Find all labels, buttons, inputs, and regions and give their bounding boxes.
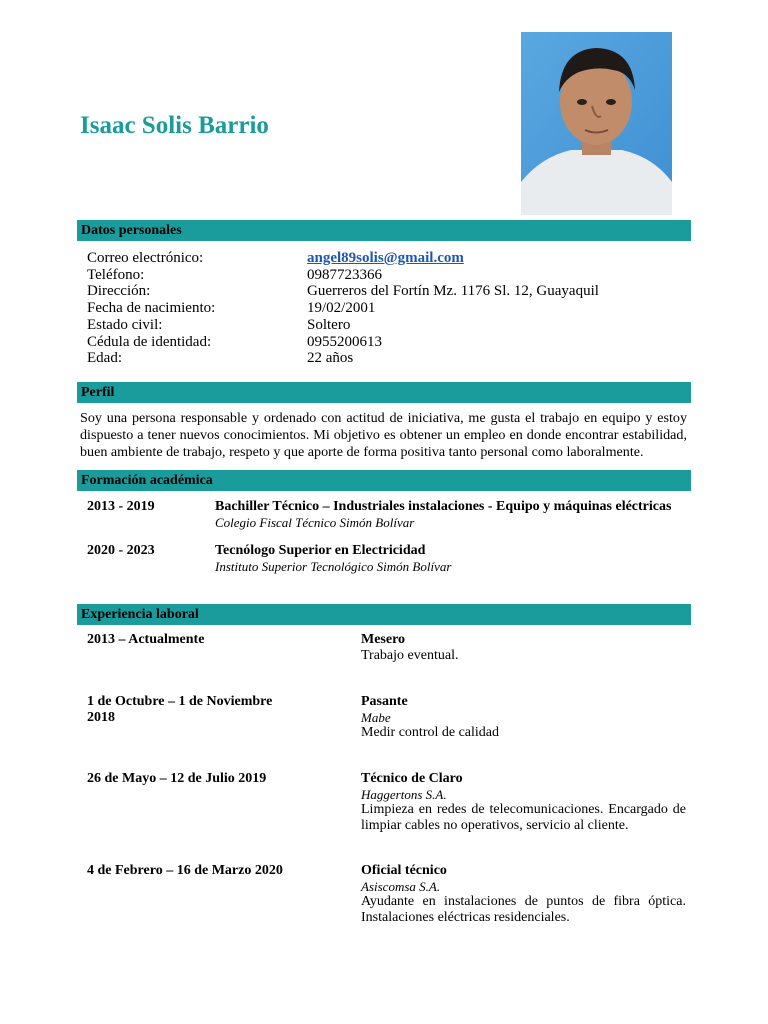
experience-role: Pasante (361, 694, 408, 709)
experience-dates: 26 de Mayo – 12 de Julio 2019 (87, 771, 267, 786)
experience-role: Mesero (361, 632, 406, 647)
personal-label: Teléfono: (87, 266, 145, 283)
experience-description: Trabajo eventual. (361, 647, 459, 663)
personal-value: 0955200613 (307, 333, 382, 350)
experience-role: Oficial técnico (361, 863, 447, 878)
experience-description: Limpieza en redes de telecomunicaciones. Encargado de limpiar cables no operativos, servicio al cliente. (361, 802, 686, 833)
profile-photo (521, 32, 672, 215)
section-header-personal: Datos personales (77, 220, 691, 241)
section-header-education: Formación académica (77, 470, 691, 491)
personal-value: 19/02/2001 (307, 300, 376, 317)
experience-company: Asiscomsa S.A. (361, 878, 441, 894)
personal-label: Cédula de identidad: (87, 333, 212, 350)
experience-dates: 2013 – Actualmente (87, 632, 205, 647)
personal-value: 22 años (307, 350, 354, 367)
personal-label: Correo electrónico: (87, 250, 204, 266)
personal-label: Estado civil: (87, 316, 163, 333)
experience-company: Mabe (361, 709, 391, 725)
education-years: 2020 - 2023 (87, 543, 155, 558)
education-years: 2013 - 2019 (87, 499, 155, 514)
section-header-profile: Perfil (77, 382, 691, 403)
experience-dates: 1 de Octubre – 1 de Noviembre 2018 (87, 694, 273, 725)
experience-company: Haggertons S.A. (361, 786, 447, 802)
email-link[interactable]: angel89solis@gmail.com (307, 250, 464, 266)
portrait-image (521, 32, 672, 215)
personal-value: 0987723366 (307, 266, 382, 283)
education-title: Tecnólogo Superior en Electricidad (215, 543, 426, 558)
section-header-experience: Experiencia laboral (77, 604, 691, 625)
personal-label: Fecha de nacimiento: (87, 300, 216, 317)
profile-text: Soy una persona responsable y ordenado con actitud de iniciativa, me gusta el trabajo en equipo y estoy dispuesto a tener nuevos conocimientos. Mi objetivo es obtener un empleo en donde encontrar estabilidad, buen ambiente de trabajo, respeto y que aporte de forma positiva tanto personal como laboralmente. (80, 410, 687, 460)
personal-value: Soltero (307, 316, 351, 333)
personal-label: Edad: (87, 350, 122, 367)
education-institution: Instituto Superior Tecnológico Simón Bolívar (215, 559, 452, 574)
candidate-name: Isaac Solis Barrio (80, 112, 269, 139)
experience-description: Medir control de calidad (361, 725, 500, 740)
education-title: Bachiller Técnico – Industriales instalaciones - Equipo y máquinas eléctricas (215, 499, 672, 514)
personal-label: Dirección: (87, 283, 151, 300)
education-institution: Colegio Fiscal Técnico Simón Bolívar (215, 515, 415, 530)
experience-description: Ayudante en instalaciones de puntos de fibra óptica. Instalaciones eléctricas residenciales. (361, 894, 686, 925)
experience-role: Técnico de Claro (361, 771, 463, 786)
personal-value: Guerreros del Fortín Mz. 1176 Sl. 12, Guayaquil (307, 283, 599, 300)
experience-dates: 4 de Febrero – 16 de Marzo 2020 (87, 863, 283, 878)
